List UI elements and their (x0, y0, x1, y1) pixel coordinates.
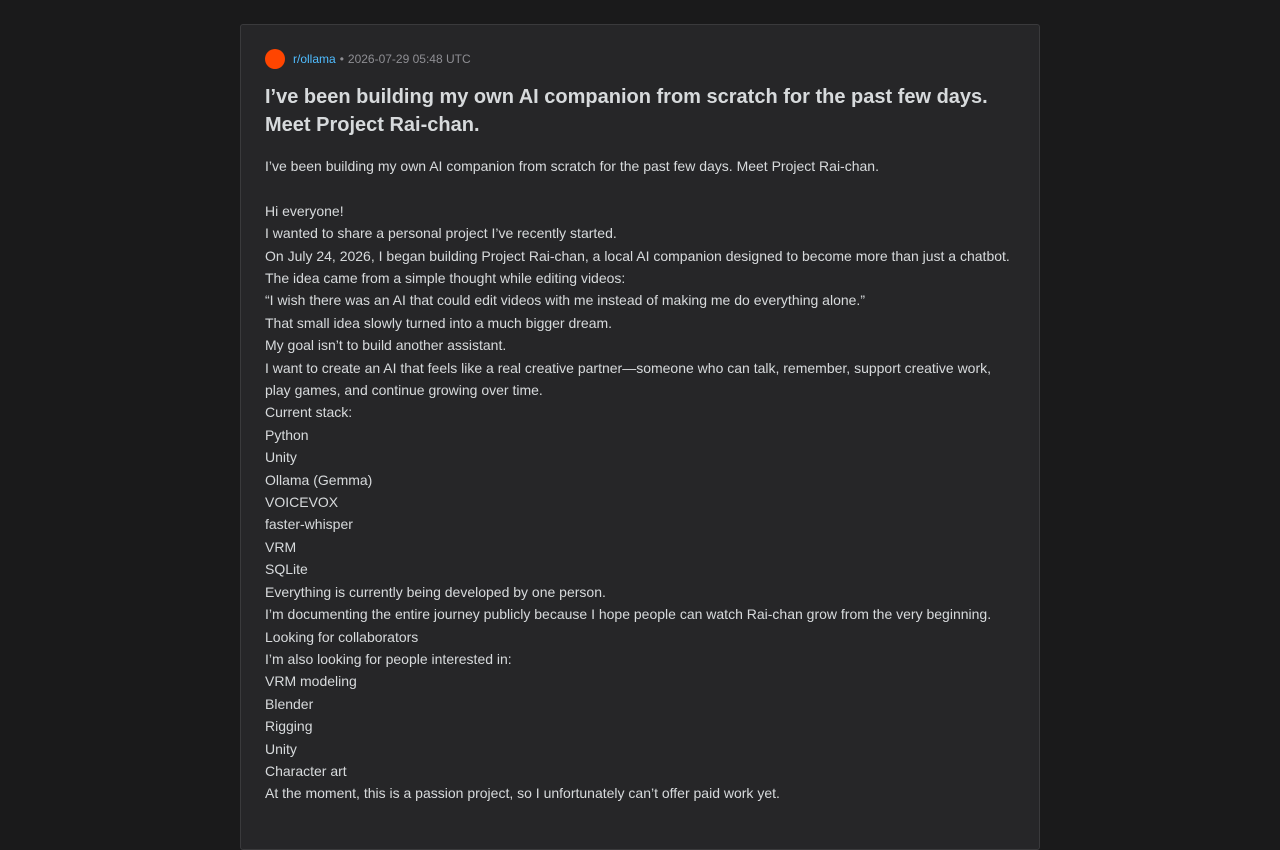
body-line: Looking for collaborators (265, 628, 419, 645)
body-line: VOICEVOX (265, 494, 339, 511)
subreddit-link[interactable]: r/ollama (293, 52, 336, 66)
body-line: I wanted to share a personal project I’ve recently started. (265, 225, 617, 242)
body-line: Current stack: (265, 404, 353, 421)
body-line: I’m also looking for people interested in: (265, 650, 512, 667)
subreddit-avatar-icon[interactable] (265, 49, 285, 69)
body-line: Unity (265, 740, 297, 757)
body-line: At the moment, this is a passion project, so I unfortunately can’t offer paid work yet. (265, 785, 780, 802)
body-line: VRM modeling (265, 673, 357, 690)
body-line: faster-whisper (265, 516, 353, 533)
meta-separator: • (339, 52, 344, 66)
body-line: I’ve been building my own AI companion from scratch for the past few days. Meet Project Rai-chan. (265, 158, 879, 174)
body-line: My goal isn’t to build another assistant. (265, 337, 507, 354)
body-line: Unity (265, 449, 297, 466)
body-line: I want to create an AI that feels like a real creative partner—someone who can talk, remember, support creative work, play games, and continue growing over time. (265, 359, 992, 399)
body-line: Everything is currently being developed by one person. (265, 583, 606, 600)
body-line: “I wish there was an AI that could edit videos with me instead of making me do everything alone.” (265, 292, 865, 309)
body-line: SQLite (265, 561, 308, 578)
body-line: Python (265, 426, 309, 443)
body-line: Blender (265, 695, 314, 712)
post-meta (265, 49, 1015, 69)
post-body (265, 155, 1015, 805)
body-line: Rigging (265, 718, 313, 735)
body-line: The idea came from a simple thought while editing videos: (265, 270, 626, 287)
body-line: Ollama (Gemma) (265, 471, 373, 488)
body-line: That small idea slowly turned into a much bigger dream. (265, 314, 613, 331)
body-line: I’m documenting the entire journey publicly because I hope people can watch Rai-chan grow from the very beginning. (265, 606, 992, 623)
body-line: Hi everyone! (265, 202, 344, 219)
body-line: Character art (265, 762, 347, 779)
post-title[interactable]: I’ve been building my own AI companion from scratch for the past few days. Meet Project Rai-chan. (265, 86, 988, 136)
post-card (240, 24, 1040, 850)
body-line: On July 24, 2026, I began building Project Rai-chan, a local AI companion designed to become more than just a chatbot. (265, 247, 1010, 264)
post-timestamp: 2026-07-29 05:48 UTC (347, 52, 471, 66)
body-line: VRM (265, 538, 297, 555)
